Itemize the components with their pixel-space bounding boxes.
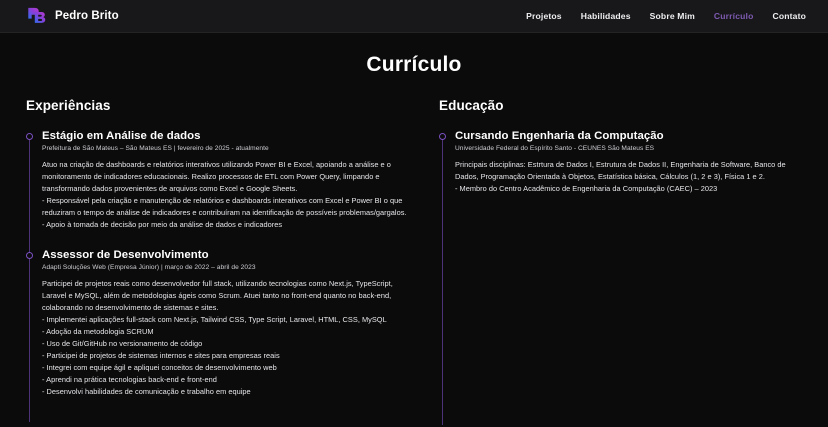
education-title: Educação [439, 98, 504, 113]
experience-line: - Desenvolvi habilidades de comunicação e trabalho em equipe [42, 387, 251, 397]
curriculum-columns [0, 98, 828, 398]
experiences-section [26, 98, 415, 398]
nav-item-contato[interactable]: Contato [772, 11, 806, 21]
experiences-timeline [26, 129, 415, 398]
experience-line: - Uso de Git/GitHub no versionamento de código [42, 339, 203, 349]
experience-meta: Prefeitura de São Mateus – São Mateus ES | fevereiro de 2025 - atualmente [42, 145, 269, 153]
timeline-dot-icon [26, 252, 33, 259]
experience-line: Participei de projetos reais como desenvolvedor full stack, utilizando tecnologias como Next.js, TypeScript, Laravel e MySQL, além de metodologias ágeis como Scrum. Atuei tanto no front-end quanto no back-end, colaborando no desenvolvimento de sistemas e sites. [42, 279, 393, 313]
timeline-dot-icon [439, 133, 446, 140]
education-line: Principais disciplinas: Estrtura de Dados I, Estrutura de Dados II, Engenharia de Software, Banco de Dados, Programação Orientada à Objetos, Estatística básica, Cálculos (1, 2 e 3), Física 1 e 2. [455, 160, 786, 182]
education-entry-engenharia [455, 129, 804, 195]
nav-item-curriculo[interactable]: Currículo [713, 11, 754, 21]
experiences-title: Experiências [26, 98, 111, 113]
education-line: - Membro do Centro Acadêmico de Engenharia da Computação (CAEC) – 2023 [455, 184, 718, 194]
brand-name: Pedro Brito [55, 10, 119, 22]
experience-line: - Apoio à tomada de decisão por meio da análise de dados e indicadores [42, 220, 283, 230]
page-title: Currículo [366, 53, 462, 76]
experience-body [42, 159, 415, 231]
nav-item-habilidades[interactable]: Habilidades [580, 11, 631, 21]
education-timeline [439, 129, 804, 195]
experience-line: Atuo na criação de dashboards e relatórios interativos utilizando Power BI e Excel, apoiando a análise e o monitoramento de indicadores educacionais. Realizo processos de ETL com Power Query, limpando e transformando dados provenientes de arquivos como Excel e Google Sheets. [42, 160, 391, 194]
site-header [0, 0, 828, 33]
education-meta: Universidade Federal do Espírito Santo - CEUNES São Mateus ES [455, 145, 655, 153]
experience-line: - Integrei com equipe ágil e apliquei conceitos de desenvolvimento web [42, 363, 277, 373]
experience-line: - Aprendi na prática tecnologias back-end e front-end [42, 375, 217, 385]
experience-body [42, 278, 415, 398]
experience-meta: Adapti Soluções Web (Empresa Júnior) | março de 2022 – abril de 2023 [42, 264, 256, 272]
nav-item-projetos[interactable]: Projetos [526, 11, 562, 21]
experience-entry-assessor [42, 248, 415, 398]
timeline-rail [442, 135, 443, 425]
experience-role: Assessor de Desenvolvimento [42, 249, 209, 262]
timeline-dot-icon [26, 133, 33, 140]
main-navigation [526, 11, 806, 21]
experience-entry-estagio [42, 129, 415, 231]
pb-monogram-logo-icon [26, 5, 48, 27]
education-course: Cursando Engenharia da Computação [455, 130, 664, 142]
experience-line: - Implementei aplicações full-stack com Next.js, Tailwind CSS, Type Script, Laravel, HTML, CSS, MySQL [42, 315, 387, 325]
experience-line: - Responsável pela criação e manutenção de relatórios e dashboards interativos com Excel e Power BI o que reduziram o tempo de análise de indicadores e contribuíram na identificação de possíveis problemas/gargalos. [42, 196, 407, 218]
experience-line: - Participei de projetos de sistemas internos e sites para empresas reais [42, 351, 280, 361]
nav-item-sobre-mim[interactable]: Sobre Mim [649, 11, 695, 21]
education-section [415, 98, 804, 398]
experience-role: Estágio em Análise de dados [42, 130, 201, 142]
experience-line: - Adoção da metodologia SCRUM [42, 327, 154, 337]
education-body [455, 159, 804, 195]
brand[interactable] [26, 5, 119, 27]
timeline-rail [29, 135, 30, 422]
